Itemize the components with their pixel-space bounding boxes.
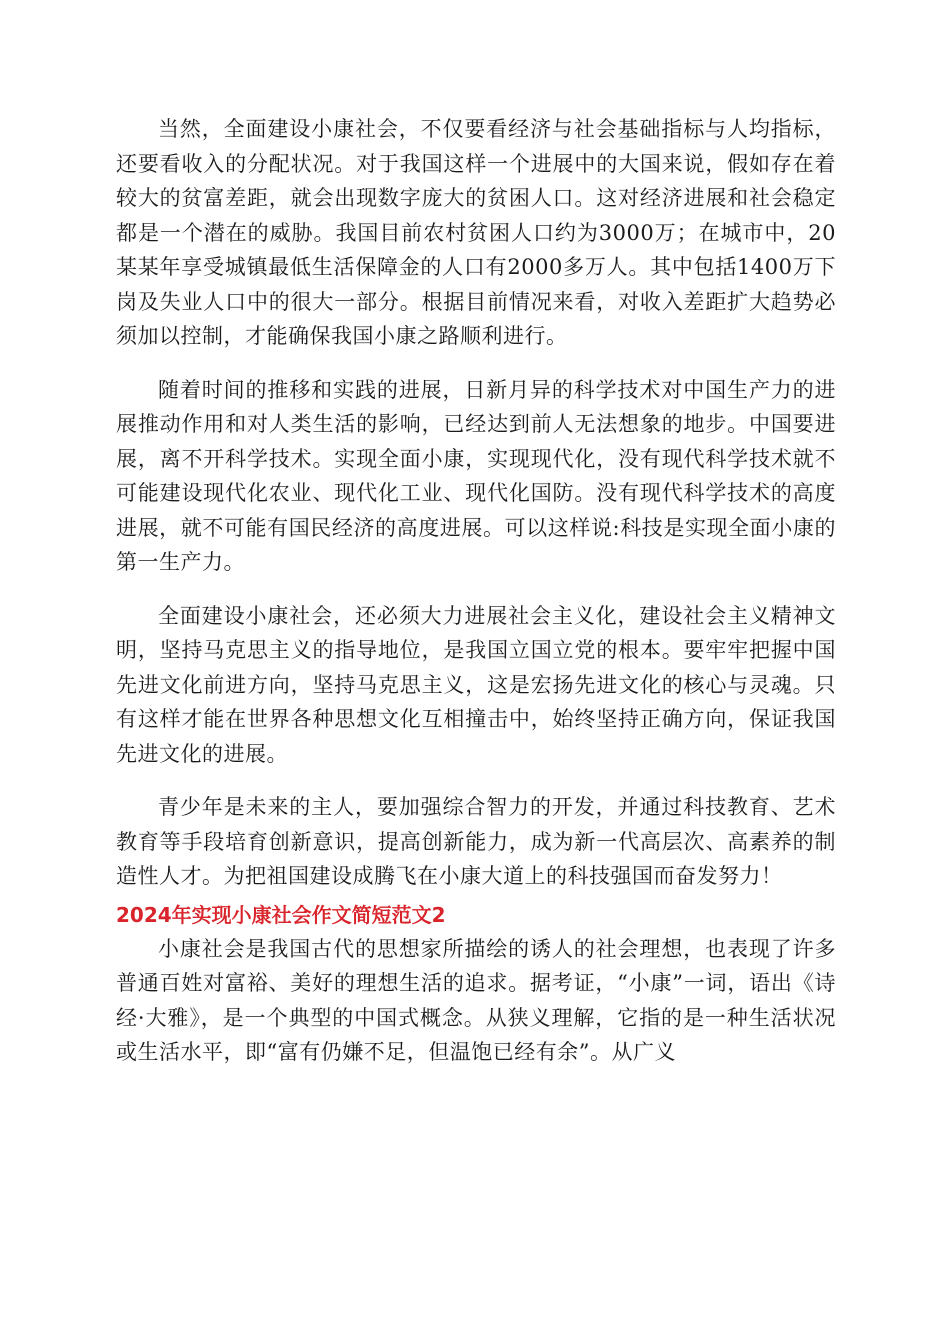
- paragraph-science-technology: 随着时间的推移和实践的进展，日新月异的科学技术对中国生产力的进展推动作用和对人类生活的影响，已经达到前人无法想象的地步。中国要进展，离不开科学技术。实现全面小康，实现现代化，没有现代科学技术就不可能建设现代化农业、现代化工业、现代化国防。没有现代科学技术的高度进展，就不可能有国民经济的高度进展。可以这样说:科技是实现全面小康的第一生产力。: [116, 377, 836, 574]
- paragraph-spacer: [116, 580, 836, 599]
- paragraph-spacer: [116, 771, 836, 790]
- paragraph-spacer: [116, 354, 836, 373]
- paragraph-xiaokang-definition: 小康社会是我国古代的思想家所描绘的诱人的社会理想，也表现了许多普通百姓对富裕、美好的理想生活的追求。据考证，“小康”一词，语出《诗经·大雅》，是一个典型的中国式概念。从狭义理解，它指的是一种生活状况或生活水平，即“富有仍嫌不足，但温饱已经有余”。从广义: [116, 936, 836, 1064]
- paragraph-income-distribution: 当然，全面建设小康社会，不仅要看经济与社会基础指标与人均指标，还要看收入的分配状况。对于我国这样一个进展中的大国来说，假如存在着较大的贫富差距，就会出现数字庞大的贫困人口。这对经济进展和社会稳定都是一个潜在的威胁。我国目前农村贫困人口约为3000万；在城市中，20某某年享受城镇最低生活保障金的人口有2000多万人。其中包括1400万下岗及失业人口中的很大一部分。根据目前情况来看，对收入差距扩大趋势必须加以控制，才能确保我国小康之路顺利进行。: [116, 117, 836, 348]
- document-page: [116, 112, 836, 1070]
- section-heading: 2024年实现小康社会作文简短范文2: [116, 902, 446, 927]
- paragraph-youth: 青少年是未来的主人，要加强综合智力的开发，并通过科技教育、艺术教育等手段培育创新意识，提高创新能力，成为新一代高层次、高素养的制造性人才。为把祖国建设成腾飞在小康大道上的科技强国而奋发努力！: [116, 795, 836, 888]
- paragraph-socialist-culture: 全面建设小康社会，还必须大力进展社会主义化，建设社会主义精神文明，坚持马克思主义的指导地位，是我国立国立党的根本。要牢牢把握中国先进文化前进方向，坚持马克思主义，这是宏扬先进文化的核心与灵魂。只有这样才能在世界各种思想文化互相撞击中，始终坚持正确方向，保证我国先进文化的进展。: [116, 603, 836, 766]
